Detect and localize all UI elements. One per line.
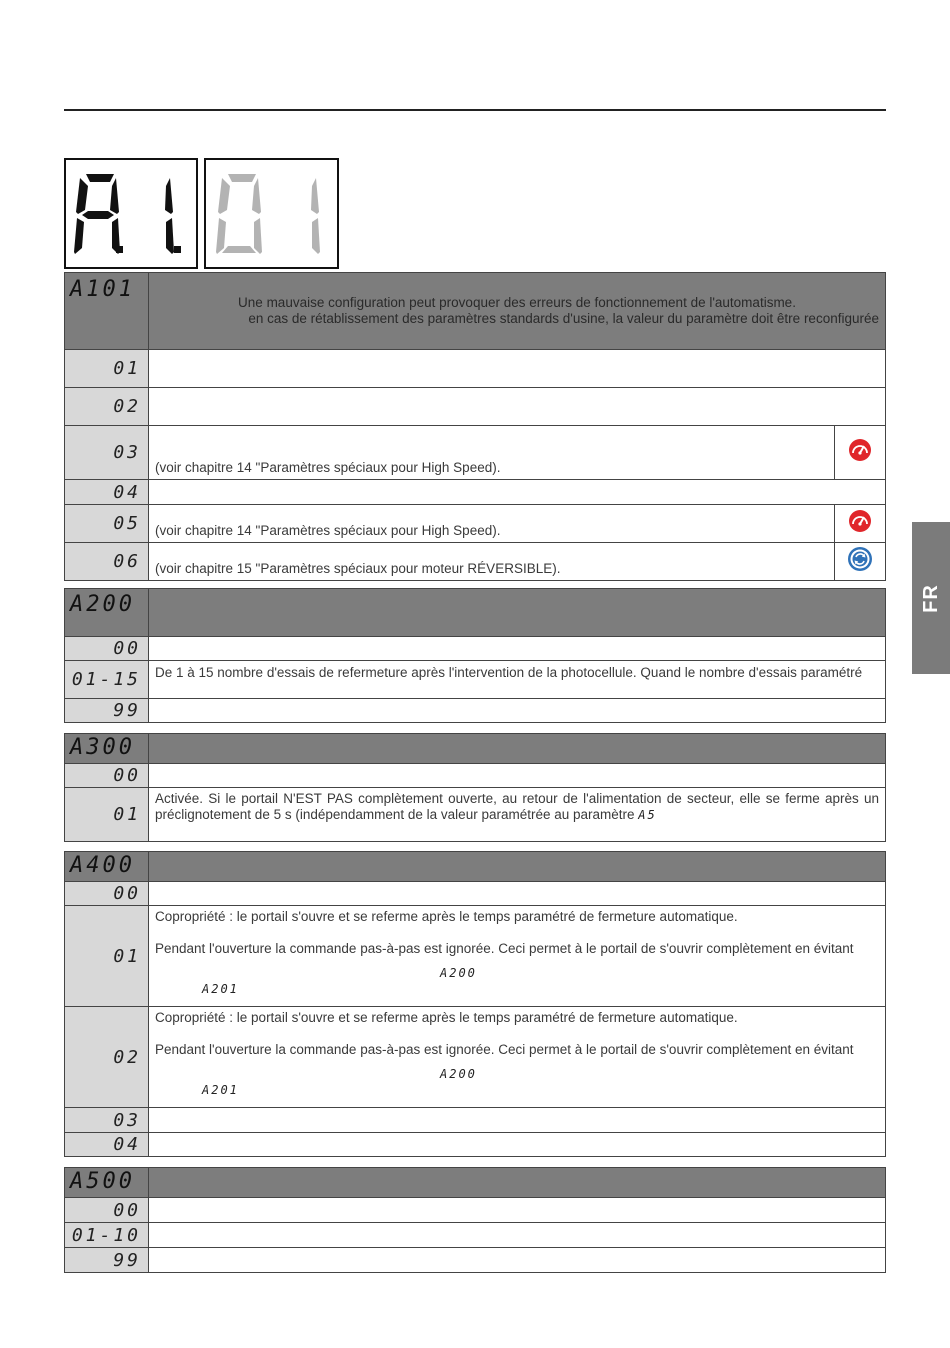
row-code: 04 [65,1133,149,1157]
row-text [149,882,886,906]
row-code: 03 [65,1108,149,1133]
header-text [149,852,886,882]
row-text: (voir chapitre 14 "Paramètres spéciaux pour High Speed). [149,505,835,543]
text-line: Pendant l'ouverture la commande pas-à-pas est ignorée. Ceci permet à le portail de s'ouvrir complètement en évitant [155,941,854,956]
row-text: (voir chapitre 15 "Paramètres spéciaux pour moteur RÉVERSIBLE). [149,543,835,581]
param-code: A500 [65,1168,149,1198]
row-code: 01-15 [65,661,149,699]
reversible-motor-icon [847,546,873,572]
row-code: 01 [65,788,149,842]
table-row [65,350,886,388]
warning-note [149,273,886,350]
table-row [65,661,886,699]
table-row [65,788,886,842]
table-row [65,906,886,1007]
row-text [149,906,886,1007]
row-code: 01-10 [65,1223,149,1248]
table-header [65,734,886,764]
table-row [65,480,886,505]
table-header [65,273,886,350]
param-code: A400 [65,852,149,882]
high-speed-gauge-icon [848,438,872,462]
table-a4 [64,851,886,1157]
table-a5 [64,1167,886,1273]
text-line: Copropriété : le portail s'ouvre et se referme après le temps paramétré de fermeture automatique. [155,1010,738,1025]
table-row [65,543,886,581]
top-rule [64,109,886,111]
high-speed-gauge-icon [848,509,872,533]
row-text [149,480,886,505]
table-row [65,426,886,480]
table-row [65,505,886,543]
icon-cell [835,426,886,480]
param-code: A300 [65,734,149,764]
table-a3 [64,733,886,842]
table-a1 [64,272,886,581]
table-row [65,764,886,788]
row-text [149,764,886,788]
row-text: De 1 à 15 nombre d'essais de refermeture après l'intervention de la photocellule. Quand le nombre d'essais paramétré [149,661,886,699]
table-a2 [64,588,886,723]
row-code: 06 [65,543,149,581]
table-header [65,852,886,882]
row-code: 99 [65,699,149,723]
row-text [149,637,886,661]
header-text [149,589,886,637]
row-text [149,1108,886,1133]
table-row [65,1007,886,1108]
icon-cell [835,543,886,581]
row-code: 03 [65,426,149,480]
table-header [65,589,886,637]
row-code: 02 [65,388,149,426]
row-text [149,788,886,842]
table-row [65,1198,886,1223]
row-code: 00 [65,764,149,788]
param-ref: A200 [440,966,477,980]
display-code [64,158,198,269]
note-line: Une mauvaise configuration peut provoquer des erreurs de fonctionnement de l'automatisme. [238,295,796,310]
row-text [149,1007,886,1108]
row-code: 00 [65,1198,149,1223]
table-row [65,637,886,661]
text-line: Pendant l'ouverture la commande pas-à-pas est ignorée. Ceci permet à le portail de s'ouvrir complètement en évitant [155,1042,854,1057]
language-tab-label: FR [919,583,942,613]
note-line: en cas de rétablissement des paramètres standards d'usine, la valeur du paramètre doit être reconfigurée [248,311,879,326]
param-ref: A200 [440,1067,477,1081]
param-ref: A5 [638,808,657,822]
row-text [149,1248,886,1273]
param-ref: A201 [202,1083,239,1097]
row-text: (voir chapitre 14 "Paramètres spéciaux pour High Speed). [149,426,835,480]
row-text [149,350,886,388]
row-code: 00 [65,637,149,661]
row-code: 01 [65,906,149,1007]
table-row [65,699,886,723]
icon-cell [835,505,886,543]
row-text [149,699,886,723]
row-code: 99 [65,1248,149,1273]
display-value [204,158,339,269]
param-code: A101 [65,273,149,350]
row-code: 04 [65,480,149,505]
param-ref: A201 [202,982,239,996]
table-row [65,1133,886,1157]
table-row [65,1223,886,1248]
table-row [65,1108,886,1133]
table-row [65,1248,886,1273]
row-text [149,1223,886,1248]
language-tab[interactable] [912,522,950,674]
header-text [149,1168,886,1198]
row-code: 05 [65,505,149,543]
row-text [149,388,886,426]
table-header [65,1168,886,1198]
table-row [65,388,886,426]
header-text [149,734,886,764]
row-code: 02 [65,1007,149,1108]
row-text [149,1198,886,1223]
row-text [149,1133,886,1157]
table-row [65,882,886,906]
row-text-body: Activée. Si le portail N'EST PAS complètement ouverte, au retour de l'alimentation de secteur, elle se ferme après un préclignotement de 5 s (indépendamment de la valeur paramétrée au paramètre [155,791,879,822]
row-code: 01 [65,350,149,388]
param-code: A200 [65,589,149,637]
text-line: Copropriété : le portail s'ouvre et se referme après le temps paramétré de fermeture automatique. [155,909,738,924]
row-code: 00 [65,882,149,906]
